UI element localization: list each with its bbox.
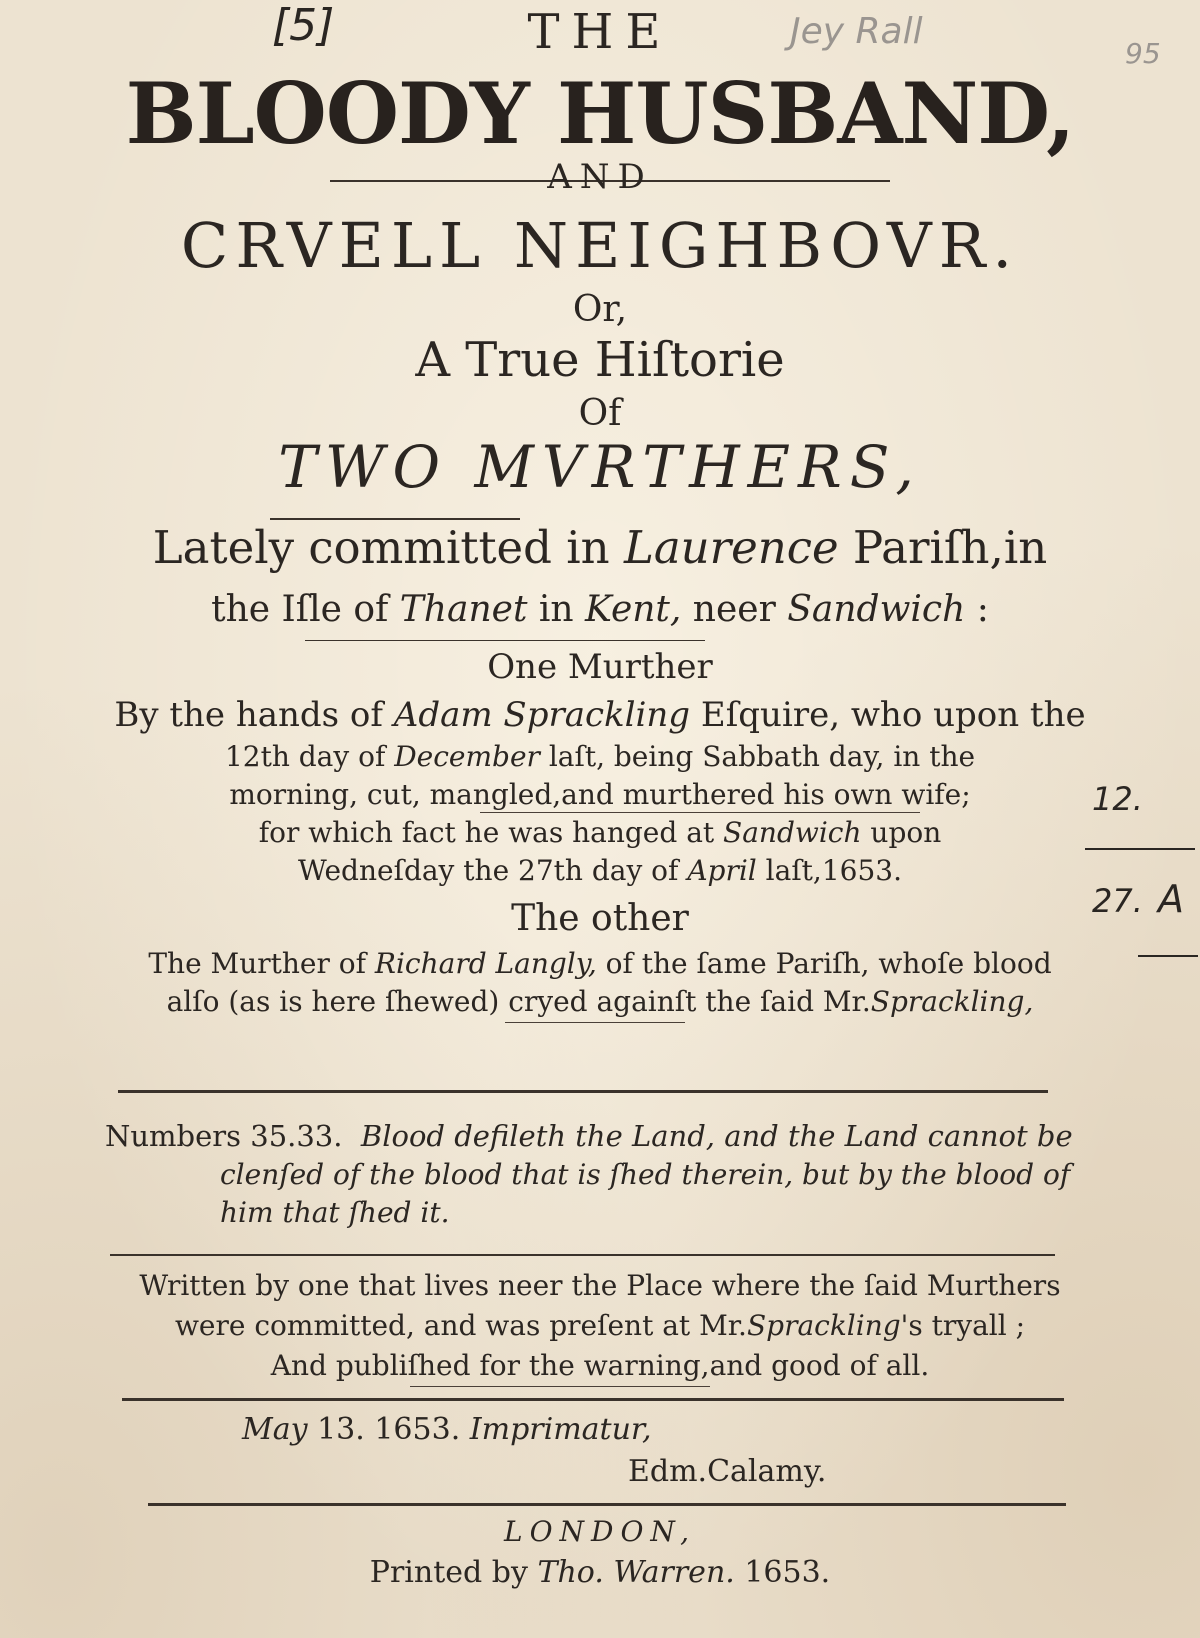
morning-underline [480, 812, 920, 813]
morning-line: morning, cut, mangled,and murthered his own wife; [229, 778, 971, 811]
lately-text-laurence: Laurence [623, 521, 839, 574]
isle-text-c: in [527, 589, 586, 630]
imprint-printer: Tho. Warren. [537, 1555, 735, 1590]
scripture-block [105, 1119, 1105, 1229]
imprimatur-may: May [242, 1412, 308, 1447]
by-text-adam-sprackling: Adam Sprackling [393, 695, 691, 735]
title-or: Or, [572, 289, 628, 330]
isle-text-a: the Iſle of [211, 589, 400, 630]
wed-text-c: laſt,1653. [756, 854, 902, 887]
title-bloody-husband: BLOODY HUSBAND, [125, 64, 1075, 163]
margin-27-annotation: 27. [1092, 882, 1143, 920]
wed-text-a: Wedneſday the 27th day of [297, 854, 688, 887]
one-murther: One Murther [487, 647, 713, 687]
margin-A-annotation: A [1158, 877, 1184, 921]
imprint-printed [0, 1555, 1200, 1590]
author-text-a: were committed, and was preſent at Mr. [174, 1309, 747, 1342]
margin-12-annotation: 12. [1092, 780, 1143, 818]
imprimatur-date [242, 1412, 652, 1447]
rule-3 [122, 1398, 1064, 1401]
by-text-a: By the hands of [114, 695, 394, 735]
isle-text-thanet: Thanet [399, 589, 528, 630]
wed-text-april: April [687, 854, 757, 887]
margin-line-1 [1085, 848, 1195, 850]
rule-1 [118, 1090, 1048, 1093]
fact-line [0, 816, 1200, 849]
imprimatur-name: Edm.Calamy. [628, 1454, 827, 1489]
author-line-1: Written by one that lives neer the Place where the ſaid Murthers [139, 1269, 1061, 1302]
imprimatur-word: Imprimatur, [469, 1412, 652, 1447]
isle-text-g: : [965, 589, 989, 630]
l12-text-december: December [394, 740, 540, 773]
other-murther-line [0, 947, 1200, 980]
scripture-line-2: clenſed of the blood that is ſhed therein, but by the blood of [220, 1158, 1071, 1191]
author-underline [410, 1386, 710, 1387]
also-underline [505, 1022, 685, 1023]
l12-text-a: 12th day of [224, 740, 395, 773]
lately-line [0, 521, 1200, 574]
two-murthers-underline [270, 518, 520, 520]
title-two-murthers: TWO MVRTHERS, [278, 433, 922, 501]
scripture-line-3: him that ſhed it. [220, 1196, 450, 1229]
fact-text-a: for which fact he was hanged at [258, 816, 724, 849]
also-line [0, 985, 1200, 1018]
title-the: THE [527, 4, 673, 60]
other-text-c: of the ſame Pariſh, whoſe blood [596, 947, 1052, 980]
rule-2 [110, 1254, 1055, 1256]
isle-text-e: neer [681, 589, 788, 630]
imprimatur-date-num: 13. 1653. [307, 1412, 470, 1447]
author-line-2 [0, 1309, 1200, 1342]
rule-4 [148, 1503, 1066, 1506]
lately-text-c: Pariſh,in [838, 521, 1048, 574]
other-text-a: The Murther of [148, 947, 375, 980]
isle-text-kent: Kent, [585, 589, 682, 630]
twelfth-day-line [0, 740, 1200, 773]
isle-rule [305, 640, 705, 641]
pencil-annotation: Jey Rall [790, 11, 923, 52]
pencil-corner-annotation: 95 [1125, 37, 1161, 70]
isle-text-sandwich: Sandwich [787, 589, 966, 630]
title-true-historie: A True Hiſtorie [415, 332, 785, 388]
fact-text-c: upon [861, 816, 942, 849]
imprint-year: 1653. [734, 1555, 831, 1590]
bracket-annotation: [5] [272, 0, 335, 51]
margin-line-2 [1138, 955, 1198, 957]
title-and: AND [547, 157, 653, 197]
author-text-sprackling: Sprackling [746, 1309, 901, 1342]
fact-text-sandwich: Sandwich [723, 816, 862, 849]
by-text-c: Eſquire, who upon the [690, 695, 1086, 735]
scripture-line-1 [105, 1119, 1105, 1153]
by-hands-line [0, 695, 1200, 735]
other-text-richard-langly: Richard Langly, [374, 947, 597, 980]
imprint-place: LONDON, [503, 1515, 697, 1548]
also-text-sprackling: Sprackling, [870, 985, 1034, 1018]
wednesday-line [0, 854, 1200, 887]
imprint-printed-a: Printed by [369, 1555, 538, 1590]
author-text-c: 's tryall ; [900, 1309, 1026, 1342]
author-line-3: And publiſhed for the warning,and good of all. [270, 1349, 930, 1382]
title-of: Of [578, 393, 622, 434]
l12-text-c: laſt, being Sabbath day, in the [539, 740, 976, 773]
lately-text-a: Lately committed in [152, 521, 624, 574]
also-text-a: alſo (as is here ſhewed) cryed againſt the ſaid Mr. [166, 985, 871, 1018]
isle-line [0, 589, 1200, 630]
scripture-ref: Numbers 35.33. [105, 1119, 343, 1153]
scripture-text-1: Blood defileth the Land, and the Land cannot be [360, 1119, 1073, 1153]
title-cruell-neighbour: CRVELL NEIGHBOVR. [180, 209, 1020, 282]
the-other: The other [511, 898, 689, 939]
